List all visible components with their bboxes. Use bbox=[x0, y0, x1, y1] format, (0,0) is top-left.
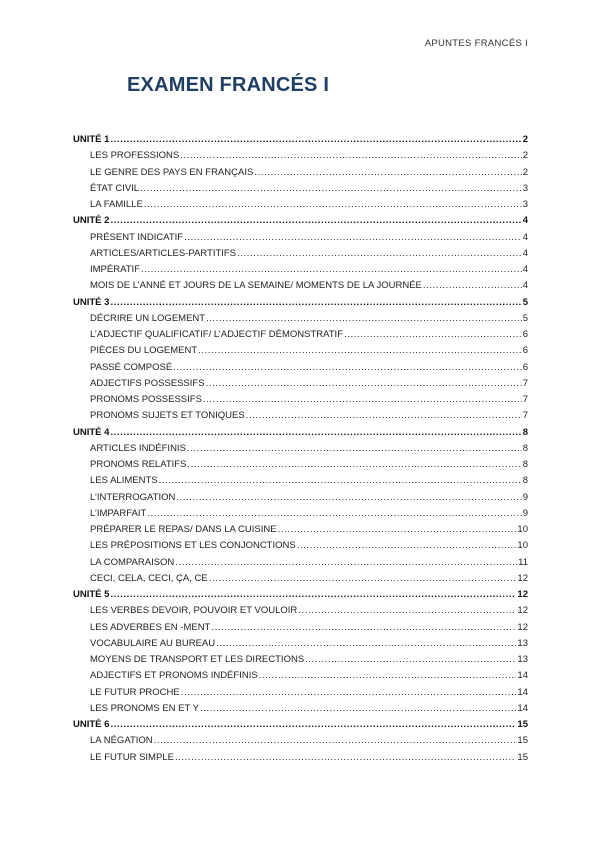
toc-entry-label: L’INTERROGATION bbox=[90, 491, 176, 503]
toc-unit-entry[interactable] bbox=[73, 717, 528, 733]
toc-entry-label: LA FAMILLE bbox=[90, 199, 143, 210]
toc-entry-label: UNITÉ 1 bbox=[73, 134, 110, 145]
toc-entry-label: LES PROFESSIONS bbox=[90, 150, 180, 162]
toc-entry[interactable] bbox=[73, 473, 528, 489]
toc-page-number: 14 bbox=[517, 702, 528, 714]
toc-entry-label: ARTICLES INDÉFINIS bbox=[90, 442, 186, 454]
toc-page-number: 10 bbox=[517, 524, 528, 535]
toc-entry[interactable] bbox=[73, 620, 528, 636]
toc-page-number: 8 bbox=[522, 459, 528, 470]
toc-dot-leader bbox=[216, 636, 516, 652]
toc-dot-leader bbox=[198, 343, 522, 359]
toc-page-number: 5 bbox=[522, 312, 528, 324]
toc-page-number: 7 bbox=[522, 394, 528, 405]
toc-page-number: 9 bbox=[522, 507, 528, 519]
toc-page-number: 15 bbox=[517, 719, 528, 730]
toc-entry[interactable] bbox=[73, 327, 528, 343]
toc-dot-leader bbox=[140, 181, 522, 197]
toc-entry-label: DÉCRIRE UN LOGEMENT bbox=[90, 312, 206, 324]
toc-dot-leader bbox=[209, 571, 517, 587]
toc-page-number: 6 bbox=[522, 329, 528, 340]
toc-dot-leader bbox=[110, 425, 521, 441]
toc-entry-label: IMPÉRATIF bbox=[90, 264, 140, 275]
toc-entry-label: L’ADJECTIF QUALIFICATIF/ L’ADJECTIF DÉMONSTRATIF bbox=[90, 329, 344, 340]
toc-dot-leader bbox=[254, 165, 521, 181]
toc-entry[interactable] bbox=[73, 165, 528, 181]
toc-page-number: 7 bbox=[522, 377, 528, 389]
toc-entry[interactable] bbox=[73, 668, 528, 684]
toc-entry-label: UNITÉ 4 bbox=[73, 426, 110, 438]
toc-entry[interactable] bbox=[73, 441, 528, 457]
toc-page-number: 4 bbox=[522, 231, 528, 243]
toc-page-number: 3 bbox=[522, 199, 528, 210]
toc-entry[interactable] bbox=[73, 603, 528, 619]
toc-page-number: 3 bbox=[522, 182, 528, 194]
toc-dot-leader bbox=[305, 652, 516, 668]
toc-page-number: 2 bbox=[522, 166, 528, 178]
toc-entry[interactable] bbox=[73, 408, 528, 424]
toc-unit-entry[interactable] bbox=[73, 295, 528, 311]
toc-entry-label: LE FUTUR SIMPLE bbox=[90, 751, 174, 763]
toc-dot-leader bbox=[200, 701, 516, 717]
running-header: APUNTES FRANCÉS I bbox=[424, 38, 528, 49]
toc-page-number: 9 bbox=[522, 491, 528, 503]
toc-entry[interactable] bbox=[73, 555, 528, 571]
toc-dot-leader bbox=[110, 717, 516, 733]
toc-entry-label: PASSÉ COMPOSÉ bbox=[90, 361, 173, 373]
toc-dot-leader bbox=[147, 506, 521, 522]
toc-entry-label: UNITÉ 5 bbox=[73, 589, 110, 600]
toc-entry-label: UNITÉ 3 bbox=[73, 296, 110, 308]
toc-unit-entry[interactable] bbox=[73, 132, 528, 148]
toc-dot-leader bbox=[176, 490, 521, 506]
toc-entry-label: ARTICLES/ARTICLES-PARTITIFS bbox=[90, 247, 237, 259]
toc-page-number: 4 bbox=[522, 280, 528, 292]
toc-unit-entry[interactable] bbox=[73, 213, 528, 229]
toc-page-number: 8 bbox=[522, 426, 528, 438]
toc-dot-leader bbox=[211, 620, 516, 636]
toc-dot-leader bbox=[297, 538, 517, 554]
toc-entry-label: ÉTAT CIVIL bbox=[90, 182, 140, 194]
toc-page-number: 11 bbox=[518, 556, 528, 568]
toc-dot-leader bbox=[187, 457, 521, 473]
toc-page-number: 6 bbox=[522, 361, 528, 373]
toc-page-number: 8 bbox=[522, 442, 528, 454]
toc-entry-label: L’IMPARFAIT bbox=[90, 507, 147, 519]
toc-entry-label: LES ADVERBES EN -MENT bbox=[90, 621, 211, 633]
toc-entry[interactable] bbox=[73, 750, 528, 766]
toc-dot-leader bbox=[173, 360, 522, 376]
toc-entry[interactable] bbox=[73, 197, 528, 213]
toc-page-number: 4 bbox=[522, 247, 528, 259]
toc-dot-leader bbox=[110, 587, 516, 603]
toc-entry[interactable] bbox=[73, 636, 528, 652]
toc-dot-leader bbox=[184, 230, 522, 246]
toc-dot-leader bbox=[259, 668, 517, 684]
toc-dot-leader bbox=[423, 278, 522, 294]
toc-dot-leader bbox=[144, 197, 522, 213]
toc-page-number: 13 bbox=[517, 654, 528, 665]
toc-dot-leader bbox=[110, 213, 521, 229]
toc-entry[interactable] bbox=[73, 538, 528, 554]
toc-entry-label: MOYENS DE TRANSPORT ET LES DIRECTIONS bbox=[90, 654, 305, 665]
toc-page-number: 13 bbox=[517, 637, 528, 649]
toc-dot-leader bbox=[110, 295, 521, 311]
toc-page-number: 14 bbox=[517, 686, 528, 698]
toc-entry[interactable] bbox=[73, 311, 528, 327]
toc-page-number: 10 bbox=[517, 540, 528, 552]
toc-dot-leader bbox=[206, 311, 522, 327]
toc-entry[interactable] bbox=[73, 522, 528, 538]
table-of-contents bbox=[73, 132, 528, 766]
toc-dot-leader bbox=[298, 603, 516, 619]
toc-dot-leader bbox=[175, 750, 516, 766]
toc-dot-leader bbox=[180, 148, 521, 164]
toc-entry[interactable] bbox=[73, 262, 528, 278]
toc-dot-leader bbox=[175, 555, 517, 571]
toc-entry-label: LE FUTUR PROCHE bbox=[90, 686, 180, 698]
toc-unit-entry[interactable] bbox=[73, 587, 528, 603]
toc-entry[interactable] bbox=[73, 392, 528, 408]
toc-entry[interactable] bbox=[73, 685, 528, 701]
toc-page-number: 6 bbox=[522, 345, 528, 357]
toc-entry-label: PRÉPARER LE REPAS/ DANS LA CUISINE bbox=[90, 524, 277, 535]
toc-entry-label: LA NÉGATION bbox=[90, 735, 153, 747]
toc-dot-leader bbox=[141, 262, 522, 278]
toc-entry[interactable] bbox=[73, 376, 528, 392]
toc-page-number: 12 bbox=[517, 621, 528, 633]
toc-entry[interactable] bbox=[73, 652, 528, 668]
toc-page-number: 15 bbox=[517, 751, 528, 763]
toc-entry[interactable] bbox=[73, 571, 528, 587]
toc-entry[interactable] bbox=[73, 701, 528, 717]
toc-page-number: 14 bbox=[517, 670, 528, 682]
toc-entry-label: PRÉSENT INDICATIF bbox=[90, 231, 184, 243]
toc-entry[interactable] bbox=[73, 181, 528, 197]
toc-entry-label: PRONOMS SUJETS ET TONIQUES bbox=[90, 410, 245, 422]
toc-entry[interactable] bbox=[73, 148, 528, 164]
toc-dot-leader bbox=[344, 327, 522, 343]
toc-entry[interactable] bbox=[73, 506, 528, 522]
toc-page-number: 5 bbox=[522, 296, 528, 308]
toc-dot-leader bbox=[237, 246, 522, 262]
toc-dot-leader bbox=[181, 685, 517, 701]
toc-entry-label: LES VERBES DEVOIR, POUVOIR ET VOULOIR bbox=[90, 605, 298, 617]
toc-entry-label: CECI, CELA, CECI, ÇA, CE bbox=[90, 572, 208, 584]
toc-dot-leader bbox=[110, 132, 521, 148]
toc-entry[interactable] bbox=[73, 360, 528, 376]
toc-entry[interactable] bbox=[73, 230, 528, 246]
toc-page-number: 12 bbox=[517, 589, 528, 600]
toc-entry-label: MOIS DE L’ANNÉ ET JOURS DE LA SEMAINE/ MOMENTS DE LA JOURNÉE bbox=[90, 280, 422, 292]
toc-page-number: 2 bbox=[522, 134, 528, 145]
toc-entry-label: ADJECTIFS ET PRONOMS INDÉFINIS bbox=[90, 670, 258, 682]
toc-dot-leader bbox=[154, 733, 517, 749]
toc-entry-label: LA COMPARAISON bbox=[90, 556, 175, 568]
toc-entry-label: VOCABULAIRE AU BUREAU bbox=[90, 637, 216, 649]
toc-entry[interactable] bbox=[73, 278, 528, 294]
toc-entry-label: LES ALIMENTS bbox=[90, 475, 158, 487]
toc-dot-leader bbox=[278, 522, 517, 538]
toc-page-number: 15 bbox=[517, 735, 528, 747]
document-title: EXAMEN FRANCÉS I bbox=[127, 74, 330, 96]
toc-entry-label: PRONOMS POSSESSIFS bbox=[90, 394, 202, 405]
toc-entry-label: LES PRÉPOSITIONS ET LES CONJONCTIONS bbox=[90, 540, 296, 552]
toc-entry-label: UNITÉ 6 bbox=[73, 719, 110, 730]
toc-dot-leader bbox=[203, 392, 522, 408]
toc-entry-label: PIÈCES DU LOGEMENT bbox=[90, 345, 198, 357]
toc-entry[interactable] bbox=[73, 457, 528, 473]
toc-entry-label: LE GENRE DES PAYS EN FRANÇAIS bbox=[90, 166, 254, 178]
toc-unit-entry[interactable] bbox=[73, 425, 528, 441]
toc-page-number: 12 bbox=[517, 605, 528, 617]
toc-entry[interactable] bbox=[73, 733, 528, 749]
toc-entry[interactable] bbox=[73, 246, 528, 262]
toc-entry[interactable] bbox=[73, 343, 528, 359]
toc-entry-label: PRONOMS RELATIFS bbox=[90, 459, 187, 470]
toc-entry-label: LES PRONOMS EN ET Y bbox=[90, 702, 199, 714]
toc-dot-leader bbox=[206, 376, 522, 392]
toc-page-number: 4 bbox=[522, 215, 528, 227]
toc-dot-leader bbox=[159, 473, 522, 489]
toc-entry[interactable] bbox=[73, 490, 528, 506]
toc-page-number: 7 bbox=[522, 410, 528, 422]
toc-entry-label: UNITÉ 2 bbox=[73, 215, 110, 227]
toc-entry-label: ADJECTIFS POSSESSIFS bbox=[90, 377, 205, 389]
toc-page-number: 8 bbox=[522, 475, 528, 487]
toc-dot-leader bbox=[187, 441, 522, 457]
toc-page-number: 4 bbox=[522, 264, 528, 275]
toc-page-number: 12 bbox=[517, 572, 528, 584]
toc-page-number: 2 bbox=[522, 150, 528, 162]
toc-dot-leader bbox=[246, 408, 522, 424]
